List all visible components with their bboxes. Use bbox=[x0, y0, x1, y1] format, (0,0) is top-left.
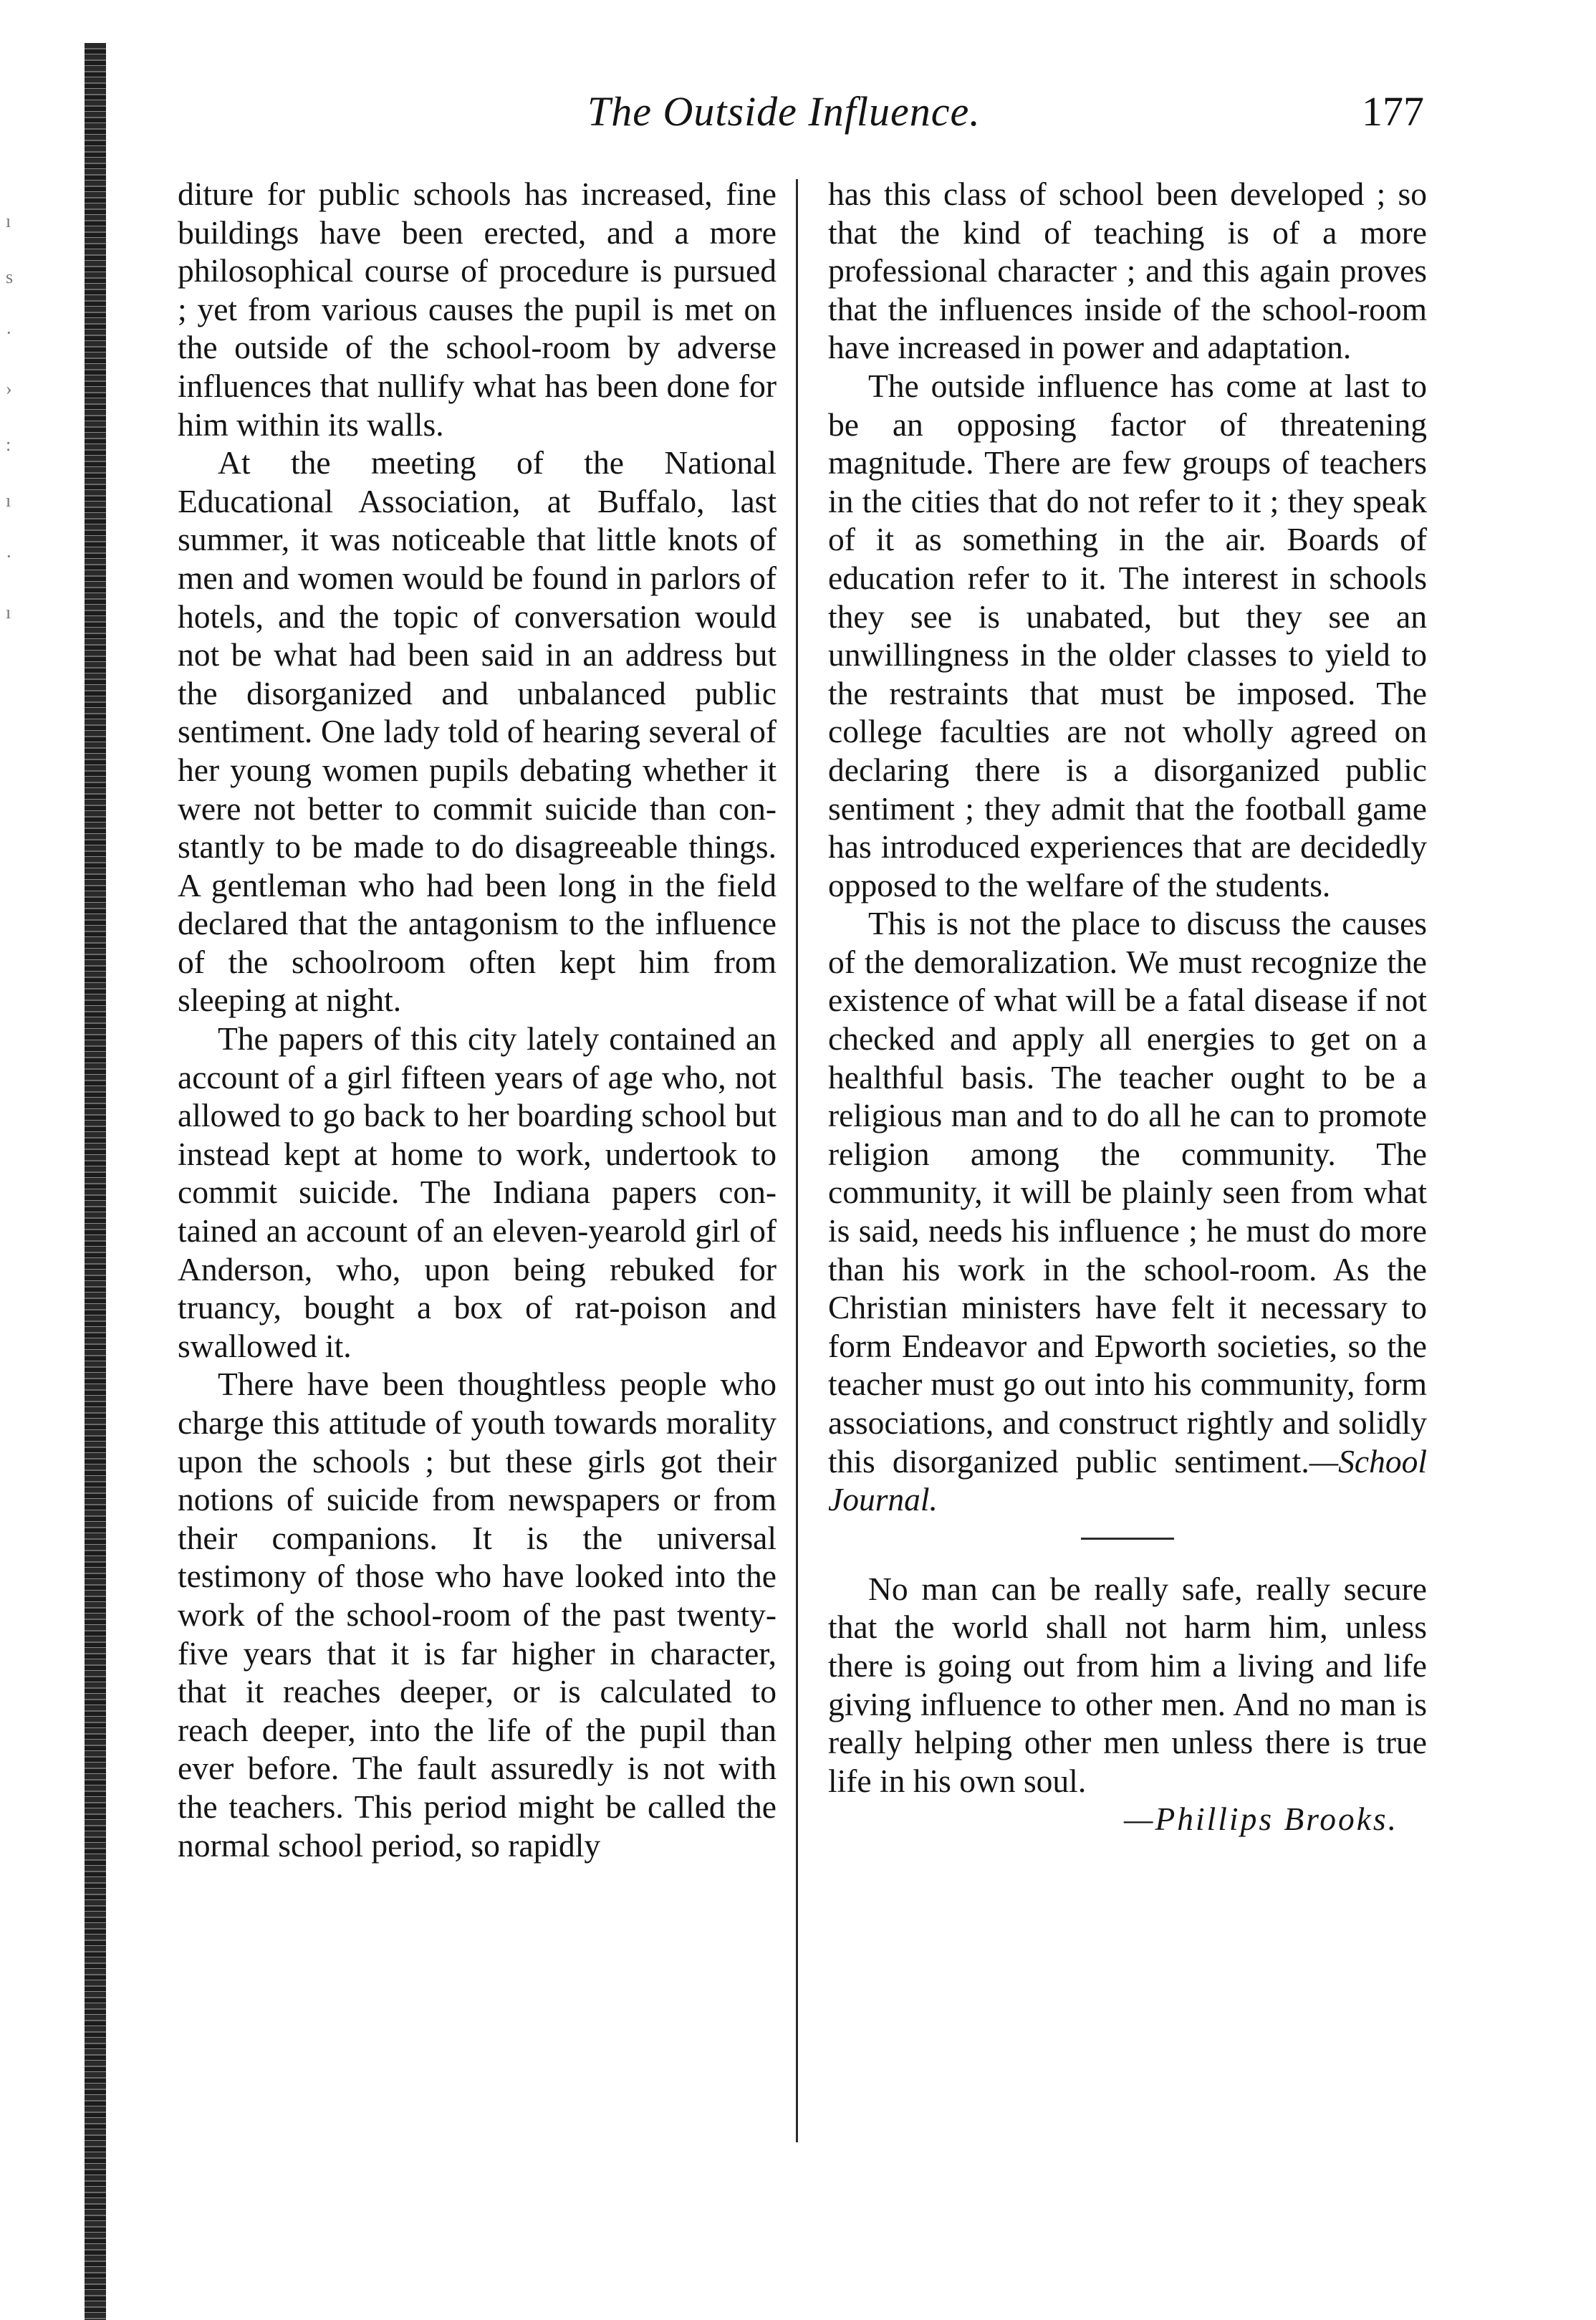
left-column bbox=[178, 175, 777, 1864]
left-paragraph-1: diture for public schools has increased, fine buildings have been erected, and a more philosophical course of procedure is pursued ; yet from various causes the pupil is met on the outside of the school-room by adverse influences that nullify what has been done for him within its walls. bbox=[178, 176, 777, 443]
right-column bbox=[828, 175, 1427, 1839]
binding-edge bbox=[85, 43, 106, 2320]
left-paragraph-4: There have been thoughtless people who charge this attitude of youth towards morality upon the schools ; but these girls got their notions of suicide from newspapers or from their companions. It is the universal testimony of those who have looked into the work of the school-room of the past twenty-five years that it is far higher in character, that it reaches deeper, or is calculated to reach deeper, into the life of the pupil than ever before. The fault assuredly is not with the teachers. This period might be called the normal school period, so rapidly bbox=[178, 1366, 777, 1864]
page-number: 177 bbox=[1362, 88, 1424, 135]
column-divider bbox=[796, 179, 798, 2142]
right-paragraph-1: has this class of school been developed ; so that the kind of teaching is of a more professional character ; and this again proves that the influences inside of the school-room have increased in power and adaptation. bbox=[828, 176, 1427, 366]
source-citation: —School Journal. bbox=[828, 1442, 1427, 1518]
left-paragraph-2: At the meeting of the National Educational Association, at Buffalo, last summer, it was noticeable that little knots of men and women would be found in parlors of hotels, and the topic of conversation would not be what had been said in an address but the disorganized and unbalanced public sentiment. One lady told of hearing several of her young women pupils debating whether it were not better to commit suicide than constantly to be made to do disagreeable things. A gentleman who had been long in the field declared that the antagonism to the influence of the schoolroom often kept him from sleeping at night. bbox=[178, 444, 777, 1019]
closing-quote: No man can be really safe, really secure that the world shall not harm him, unless there is going out from him a living and life giving influence to other men. And no man is really helping other men unless there is true life in his own soul. bbox=[828, 1570, 1427, 1799]
quote-attribution: —Phillips Brooks. bbox=[1124, 1801, 1398, 1838]
margin-scan-marks: ı s · › : ı · ı bbox=[6, 211, 14, 623]
right-paragraph-3-text: This is not the place to discuss the causes of the demoralization. We must recognize the existence of what will be a fatal disease if not checked and apply all energies to get on a healthful basis. The teacher ought to be a religious man and to do all he can to promote religion among the community. The community, it will be plainly seen from what is said, needs his influence ; he must do more than his work in the school-room. As the Christian ministers have felt it necessary to form Endeavor and Epworth societies, so the teacher must go out into his community, form associations, and construct rightly and solidly this disorganized public sentiment. bbox=[828, 905, 1427, 1480]
right-paragraph-3 bbox=[828, 904, 1427, 1519]
section-separator bbox=[1081, 1538, 1174, 1540]
page-header bbox=[587, 87, 1424, 145]
running-title: The Outside Influence. bbox=[587, 88, 981, 135]
right-paragraph-2: The outside influence has come at last to be an opposing factor of threatening magnitude. There are few groups of teachers in the cities that do not refer to it ; they speak of it as something in the air. Boards of education refer to it. The interest in schools they see is unabated, but they see an unwillingness in the older classes to yield to the restraints that must be imposed. The college faculties are not wholly agreed on declaring there is a disorganized public sentiment ; they admit that the football game has introduced experiences that are decidedly opposed to the welfare of the students. bbox=[828, 367, 1427, 903]
left-paragraph-3: The papers of this city lately contained an account of a girl fifteen years of age who, not allowed to go back to her boarding school but instead kept at home to work, undertook to commit suicide. The Indiana papers contained an account of an eleven-yearold girl of Anderson, who, upon being rebuked for truancy, bought a box of rat-poison and swallowed it. bbox=[178, 1020, 777, 1364]
